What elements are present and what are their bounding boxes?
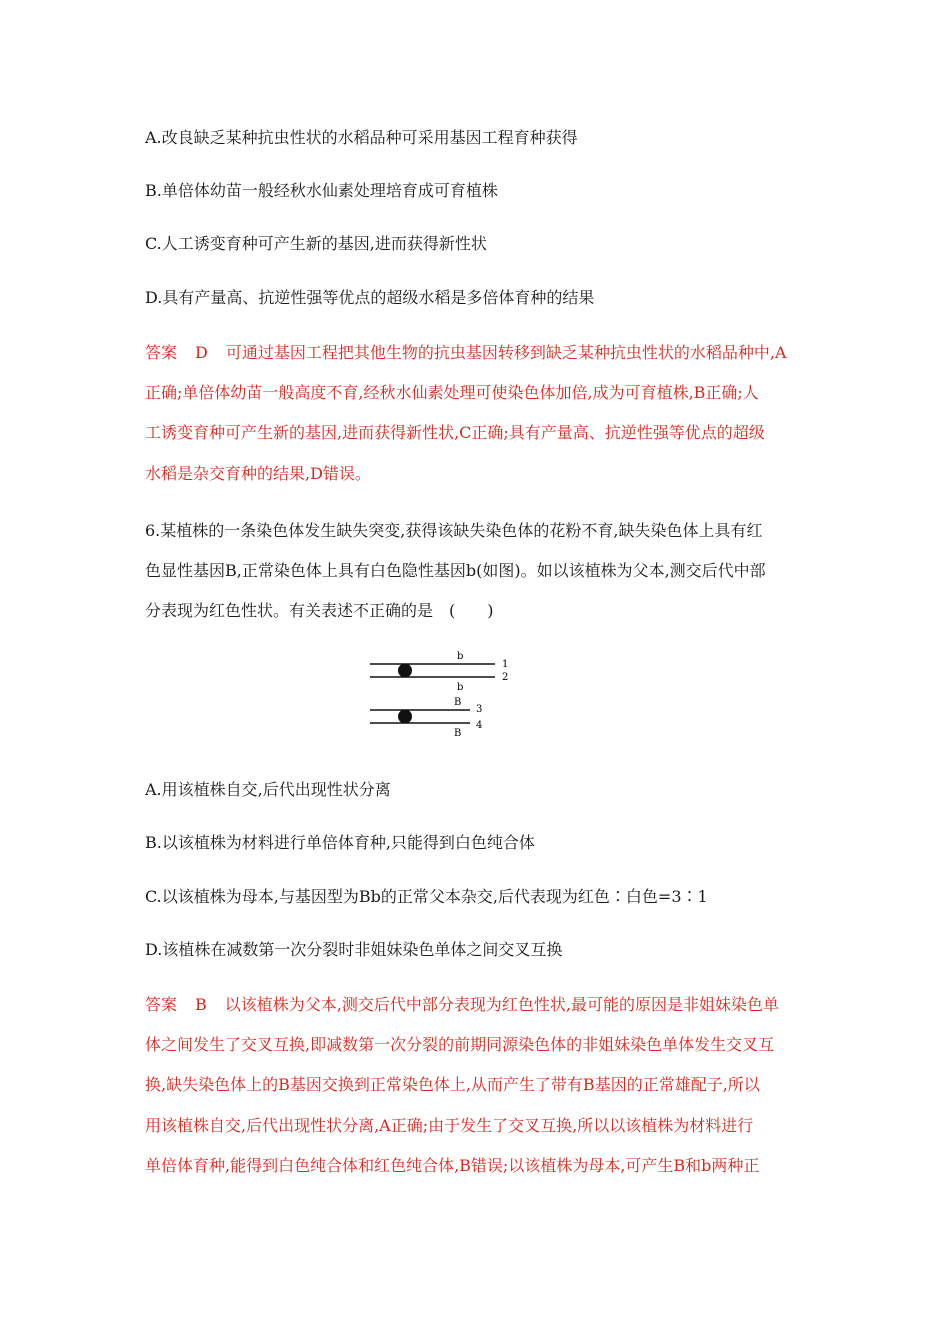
q5-option-d: D.具有产量高、抗逆性强等优点的超级水稻是多倍体育种的结果 [145,288,595,307]
q5-answer-line-2: 正确;单倍体幼苗一般高度不育,经秋水仙素处理可使染色体加倍,成为可育植株,B正确;人 [145,383,759,402]
q5-option-a: A.改良缺乏某种抗虫性状的水稻品种可采用基因工程育种获得 [145,128,578,147]
q5-answer-line-4: 水稻是杂交育种的结果,D错误。 [145,464,371,483]
centromere-upper [398,664,412,678]
gene-label-3: B [454,697,462,708]
q6-stem-line-2: 色显性基因B,正常染色体上具有白色隐性基因b(如图)。如以该植株为父本,测交后代中部 [145,561,766,580]
q6-option-b: B.以该植株为材料进行单倍体育种,只能得到白色纯合体 [145,833,535,852]
q5-answer-text-1: 可通过基因工程把其他生物的抗虫基因转移到缺乏某种抗虫性状的水稻品种中,A [225,343,787,362]
q6-answer-line-3: 换,缺失染色体上的B基因交换到正常染色体上,从而产生了带有B基因的正常雄配子,所以 [145,1075,760,1094]
chromosome-upper-pair [370,651,508,693]
chromatid-number-3: 3 [476,704,483,715]
gene-label-1: b [457,651,464,662]
chromosome-lower-pair [370,697,482,738]
q6-option-c: C.以该植株为母本,与基因型为Bb的正常父本杂交,后代表现为红色∶白色=3∶1 [145,887,708,906]
q6-option-a: A.用该植株自交,后代出现性状分离 [145,780,391,799]
q5-answer-line-1 [145,343,787,363]
gene-label-2: b [457,682,464,693]
chromatid-number-2: 2 [502,672,509,683]
gene-label-4: B [454,728,462,738]
chromatid-number-1: 1 [502,659,509,670]
q6-answer-text-1: 以该植株为父本,测交后代中部分表现为红色性状,最可能的原因是非姐妹染色单 [224,995,779,1014]
q5-answer-line-3: 工诱变育种可产生新的基因,进而获得新性状,C正确;具有产量高、抗逆性强等优点的超级 [145,423,765,442]
q6-answer-label: 答案 [145,995,178,1014]
chromosome-figure [365,648,525,738]
q6-answer-key: B [195,995,207,1014]
q5-option-b: B.单倍体幼苗一般经秋水仙素处理培育成可育植株 [145,181,498,200]
q6-answer-line-5: 单倍体育种,能得到白色纯合体和红色纯合体,B错误;以该植株为母本,可产生B和b两种正 [145,1156,760,1175]
q6-option-d: D.该植株在减数第一次分裂时非姐妹染色单体之间交叉互换 [145,940,563,959]
centromere-lower [398,710,412,724]
q5-answer-label: 答案 [145,343,178,362]
q6-answer-line-2: 体之间发生了交叉互换,即减数第一次分裂的前期同源染色体的非姐妹染色单体发生交叉互 [145,1035,775,1054]
q6-answer-line-4: 用该植株自交,后代出现性状分离,A正确;由于发生了交叉互换,所以以该植株为材料进行 [145,1116,754,1135]
q5-option-c: C.人工诱变育种可产生新的基因,进而获得新性状 [145,234,487,253]
q5-answer-key: D [195,343,208,362]
q6-stem-line-3: 分表现为红色性状。有关表述不正确的是 ( ) [145,601,494,620]
q6-stem-line-1: 6.某植株的一条染色体发生缺失突变,获得该缺失染色体的花粉不育,缺失染色体上具有红 [145,521,763,540]
q6-answer-line-1 [145,995,779,1015]
chromatid-number-4: 4 [476,720,483,731]
